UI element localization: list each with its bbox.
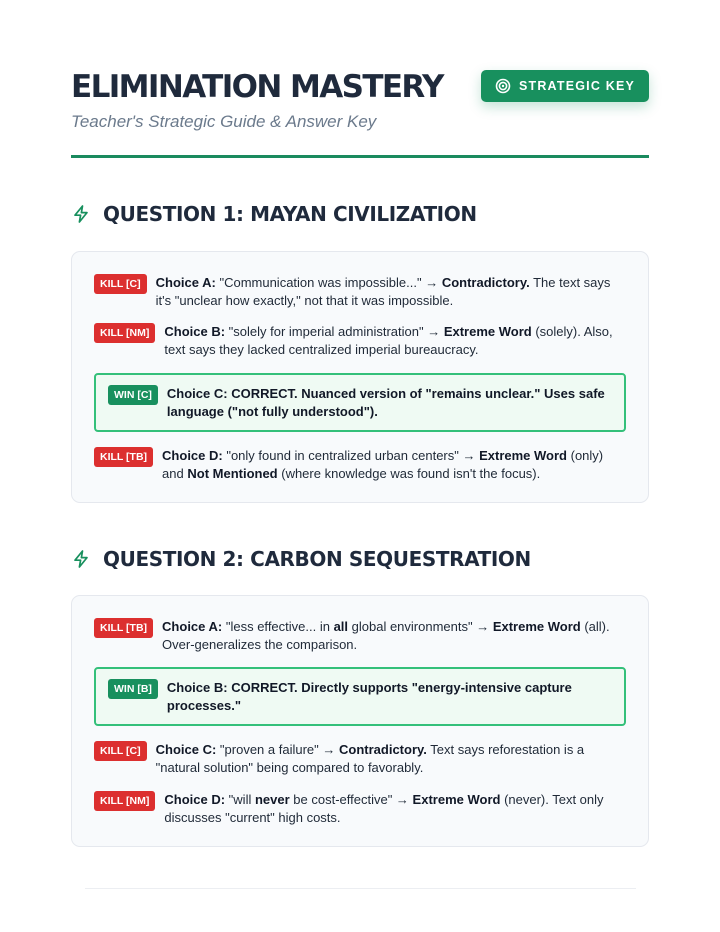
text-run: be cost-effective" →: [289, 792, 413, 807]
choice-text: [162, 447, 626, 483]
choice-text: [156, 274, 626, 310]
lightning-icon: [71, 204, 91, 224]
question-2-card: [71, 595, 649, 847]
question-1-heading: [71, 202, 477, 226]
bold-text: Choice D:: [162, 448, 223, 463]
kill-tag: KILL [TB]: [94, 618, 153, 638]
text-run: (solely). Also, text says they lacked centralized imperial bureaucracy.: [164, 324, 613, 357]
bold-text: Choice A:: [155, 275, 216, 290]
choice-text: [167, 385, 612, 421]
q1-choice-b: [94, 323, 626, 359]
bold-text: Choice C: CORRECT. Nuanced version of "remains unclear." Uses safe language ("not fully understood").: [166, 386, 605, 419]
bold-text: Extreme Word: [412, 792, 501, 807]
kill-tag: KILL [NM]: [94, 323, 155, 343]
text-run: "Communication was impossible..." →: [215, 275, 442, 290]
kill-tag: KILL [TB]: [94, 447, 153, 467]
question-2-title: QUESTION 2: CARBON SEQUESTRATION: [103, 547, 531, 571]
win-tag: WIN [C]: [108, 385, 158, 405]
question-2-heading: [71, 547, 531, 571]
bold-text: never: [254, 792, 290, 807]
q2-choice-a: [94, 618, 626, 654]
text-run: (all). Over-generalizes the comparison.: [162, 619, 610, 652]
bold-text: Choice A:: [162, 619, 223, 634]
bold-text: Extreme Word: [492, 619, 581, 634]
choice-text: [156, 741, 626, 777]
kill-tag: KILL [C]: [94, 741, 147, 761]
page-subtitle: Teacher's Strategic Guide & Answer Key: [71, 112, 377, 131]
text-run: (where knowledge was found isn't the focus).: [277, 466, 541, 481]
choice-text: [162, 618, 626, 654]
page-title: ELIMINATION MASTERY: [71, 69, 443, 105]
text-run: (never). Text only discusses "current" high costs.: [164, 792, 604, 825]
text-run: "will: [225, 792, 255, 807]
bold-text: all: [333, 619, 349, 634]
bold-text: Choice B: CORRECT. Directly supports "energy-intensive capture processes.": [166, 680, 572, 713]
target-icon: [495, 78, 511, 94]
question-1-card: [71, 251, 649, 503]
q1-choice-a: [94, 274, 626, 310]
q2-choice-b-correct: [94, 667, 626, 726]
choice-text: [164, 323, 626, 359]
choice-text: [164, 791, 626, 827]
text-run: Text says reforestation is a "natural solution" being compared to favorably.: [155, 742, 585, 775]
bold-text: Not Mentioned: [187, 466, 278, 481]
kill-tag: KILL [NM]: [94, 791, 155, 811]
bold-text: Extreme Word: [443, 324, 532, 339]
text-run: global environments" →: [348, 619, 493, 634]
choice-text: [167, 679, 612, 715]
footer-divider: [85, 888, 636, 889]
kill-tag: KILL [C]: [94, 274, 147, 294]
lightning-icon: [71, 549, 91, 569]
text-run: "less effective... in: [222, 619, 334, 634]
bold-text: Contradictory.: [441, 275, 530, 290]
question-1-title: QUESTION 1: MAYAN CIVILIZATION: [103, 202, 477, 226]
q2-choice-c: [94, 741, 626, 777]
text-run: (only) and: [162, 448, 604, 481]
q2-choice-d: [94, 791, 626, 827]
strategic-key-badge: [481, 70, 649, 102]
bold-text: Contradictory.: [339, 742, 427, 757]
bold-text: Extreme Word: [479, 448, 567, 463]
bold-text: Choice B:: [164, 324, 226, 339]
bold-text: Choice D:: [164, 792, 226, 807]
bold-text: Choice C:: [155, 742, 217, 757]
text-run: "proven a failure" →: [216, 742, 339, 757]
text-run: "solely for imperial administration" →: [225, 324, 444, 339]
badge-label: STRATEGIC KEY: [518, 79, 636, 93]
text-run: The text says it's "unclear how exactly," not that it was impossible.: [155, 275, 611, 308]
text-run: "only found in centralized urban centers" →: [222, 448, 480, 463]
q1-choice-d: [94, 447, 626, 483]
win-tag: WIN [B]: [108, 679, 158, 699]
q1-choice-c-correct: [94, 373, 626, 432]
page-header: [71, 66, 649, 158]
